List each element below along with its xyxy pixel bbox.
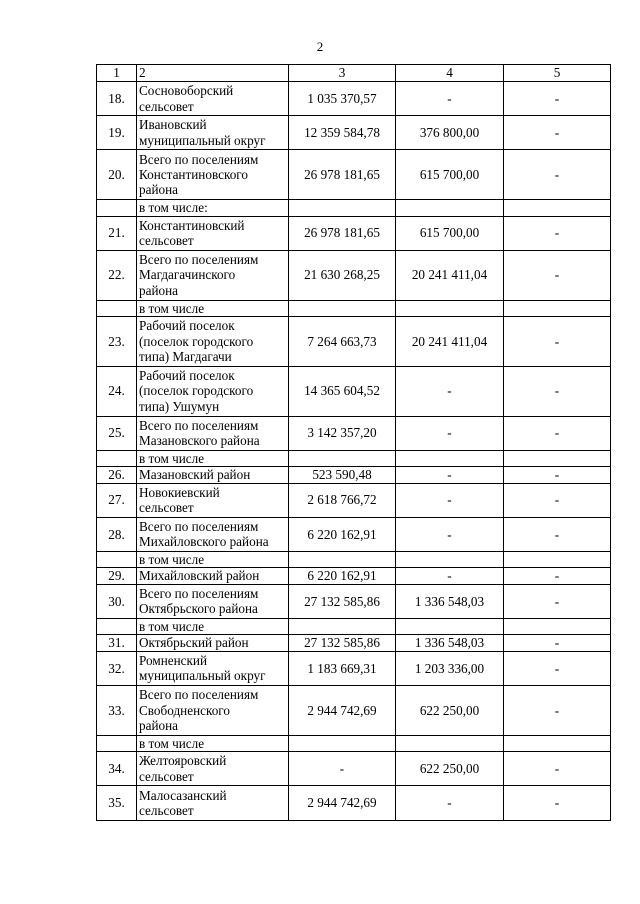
- row-name-line: Мазановский район: [139, 467, 251, 483]
- row-number: [97, 551, 137, 567]
- value-c3: [289, 735, 396, 751]
- row-number: 28.: [97, 517, 137, 551]
- row-name-line: сельсовет: [139, 802, 194, 818]
- row-name: [137, 82, 289, 116]
- value-c5: -: [504, 116, 611, 150]
- table-row: [97, 150, 611, 200]
- value-c3: 1 035 370,57: [289, 82, 396, 116]
- row-name-line: муниципальный округ: [139, 132, 266, 148]
- table-row: [97, 786, 611, 820]
- subheading-row: [97, 735, 611, 751]
- row-name: [137, 467, 289, 483]
- table-row: [97, 366, 611, 416]
- row-name-line: Свободненского: [139, 702, 230, 718]
- value-c4: 20 241 411,04: [396, 316, 504, 366]
- table-row: [97, 316, 611, 366]
- column-header: 1: [97, 65, 137, 82]
- row-name-line: сельсовет: [139, 233, 194, 249]
- column-header: 4: [396, 65, 504, 82]
- row-number: 18.: [97, 82, 137, 116]
- row-number: [97, 450, 137, 466]
- table-row: [97, 483, 611, 517]
- value-c4: [396, 618, 504, 634]
- value-c5: -: [504, 316, 611, 366]
- row-name: [137, 584, 289, 618]
- value-c4: [396, 300, 504, 316]
- value-c5: -: [504, 150, 611, 200]
- row-name-line: Константиновского: [139, 167, 248, 183]
- value-c4: 1 336 548,03: [396, 635, 504, 651]
- value-c4: -: [396, 568, 504, 584]
- row-name-line: Всего по поселениям: [139, 252, 259, 268]
- row-name: [137, 752, 289, 786]
- table-row: [97, 584, 611, 618]
- column-header: 3: [289, 65, 396, 82]
- table-row: [97, 635, 611, 651]
- table-header-row: [97, 65, 611, 82]
- row-name: [137, 300, 289, 316]
- value-c4: 622 250,00: [396, 685, 504, 735]
- row-name: [137, 483, 289, 517]
- row-name-line: Михайловского района: [139, 534, 269, 550]
- value-c3: 12 359 584,78: [289, 116, 396, 150]
- subheading-row: [97, 300, 611, 316]
- value-c5: -: [504, 250, 611, 300]
- row-name-line: Сосновоборский: [139, 83, 234, 99]
- value-c3: 26 978 181,65: [289, 150, 396, 200]
- row-name: [137, 685, 289, 735]
- row-number: 20.: [97, 150, 137, 200]
- value-c5: -: [504, 517, 611, 551]
- row-name: [137, 568, 289, 584]
- row-name-line: Ивановский: [139, 117, 207, 133]
- row-name-line: района: [139, 282, 179, 298]
- table-row: [97, 82, 611, 116]
- value-c3: 2 944 742,69: [289, 685, 396, 735]
- row-number: [97, 300, 137, 316]
- row-number: [97, 618, 137, 634]
- value-c5: -: [504, 467, 611, 483]
- value-c3: 26 978 181,65: [289, 216, 396, 250]
- value-c4: 1 336 548,03: [396, 584, 504, 618]
- row-number: 21.: [97, 216, 137, 250]
- row-name-line: в том числе:: [139, 200, 208, 216]
- value-c5: [504, 300, 611, 316]
- value-c4: [396, 200, 504, 216]
- row-name-line: Всего по поселениям: [139, 518, 259, 534]
- page-number: 2: [316, 39, 324, 54]
- value-c4: [396, 450, 504, 466]
- table-row: [97, 651, 611, 685]
- row-number: 26.: [97, 467, 137, 483]
- table-row: [97, 250, 611, 300]
- table-row: [97, 752, 611, 786]
- value-c3: 14 365 604,52: [289, 366, 396, 416]
- table-row: [97, 216, 611, 250]
- table-row: [97, 116, 611, 150]
- value-c5: [504, 200, 611, 216]
- row-name: [137, 450, 289, 466]
- row-name: [137, 786, 289, 820]
- table-row: [97, 467, 611, 483]
- row-number: 24.: [97, 366, 137, 416]
- value-c4: -: [396, 483, 504, 517]
- row-name-line: района: [139, 182, 179, 198]
- value-c4: -: [396, 517, 504, 551]
- row-name: [137, 216, 289, 250]
- table-row: [97, 568, 611, 584]
- row-name: [137, 735, 289, 751]
- value-c4: 615 700,00: [396, 216, 504, 250]
- subheading-row: [97, 200, 611, 216]
- row-number: [97, 200, 137, 216]
- row-name: [137, 618, 289, 634]
- row-name: [137, 200, 289, 216]
- value-c3: [289, 450, 396, 466]
- value-c3: 27 132 585,86: [289, 584, 396, 618]
- row-name: [137, 416, 289, 450]
- row-name-line: в том числе: [139, 618, 205, 634]
- table-row: [97, 517, 611, 551]
- value-c3: 21 630 268,25: [289, 250, 396, 300]
- value-c3: 6 220 162,91: [289, 568, 396, 584]
- value-c4: 20 241 411,04: [396, 250, 504, 300]
- row-name-line: в том числе: [139, 735, 205, 751]
- row-name-line: Рабочий поселок: [139, 368, 235, 384]
- row-name-line: сельсовет: [139, 500, 194, 516]
- value-c5: -: [504, 685, 611, 735]
- row-name-line: (поселок городского: [139, 383, 254, 399]
- row-name-line: в том числе: [139, 300, 205, 316]
- allocation-table: [96, 64, 611, 821]
- row-name-line: района: [139, 718, 179, 734]
- row-name-line: Октябрьского района: [139, 601, 258, 617]
- row-name-line: типа) Ушумун: [139, 398, 220, 414]
- row-name-line: Константиновский: [139, 217, 245, 233]
- value-c3: 2 944 742,69: [289, 786, 396, 820]
- row-name-line: Михайловский район: [139, 568, 260, 584]
- value-c4: 622 250,00: [396, 752, 504, 786]
- row-name: [137, 150, 289, 200]
- row-name-line: Всего по поселениям: [139, 585, 259, 601]
- row-number: 25.: [97, 416, 137, 450]
- value-c4: -: [396, 366, 504, 416]
- value-c5: -: [504, 416, 611, 450]
- row-name: [137, 366, 289, 416]
- row-name-line: типа) Магдагачи: [139, 349, 232, 365]
- row-name-line: Октябрьский район: [139, 635, 249, 651]
- value-c3: 3 142 357,20: [289, 416, 396, 450]
- value-c4: -: [396, 82, 504, 116]
- row-name-line: сельсовет: [139, 98, 194, 114]
- value-c3: 1 183 669,31: [289, 651, 396, 685]
- row-number: 34.: [97, 752, 137, 786]
- value-c5: [504, 618, 611, 634]
- row-name-line: Ромненский: [139, 652, 208, 668]
- row-name-line: Всего по поселениям: [139, 687, 259, 703]
- value-c5: [504, 551, 611, 567]
- row-number: 29.: [97, 568, 137, 584]
- row-name: [137, 517, 289, 551]
- row-name-line: Магдагачинского: [139, 267, 236, 283]
- value-c3: [289, 551, 396, 567]
- value-c4: 376 800,00: [396, 116, 504, 150]
- row-name: [137, 651, 289, 685]
- value-c5: -: [504, 483, 611, 517]
- value-c3: [289, 618, 396, 634]
- row-name: [137, 250, 289, 300]
- row-number: 33.: [97, 685, 137, 735]
- row-name: [137, 635, 289, 651]
- value-c4: -: [396, 467, 504, 483]
- row-name: [137, 316, 289, 366]
- row-name-line: Рабочий поселок: [139, 318, 235, 334]
- row-name-line: сельсовет: [139, 768, 194, 784]
- row-number: 35.: [97, 786, 137, 820]
- column-header: 5: [504, 65, 611, 82]
- row-name-line: Всего по поселениям: [139, 151, 259, 167]
- table-row: [97, 416, 611, 450]
- row-name-line: муниципальный округ: [139, 668, 266, 684]
- value-c5: -: [504, 752, 611, 786]
- row-name-line: Всего по поселениям: [139, 417, 259, 433]
- value-c5: -: [504, 635, 611, 651]
- row-name-line: Новокиевский: [139, 484, 220, 500]
- row-number: 22.: [97, 250, 137, 300]
- value-c5: -: [504, 584, 611, 618]
- value-c5: -: [504, 786, 611, 820]
- row-name: [137, 551, 289, 567]
- value-c4: 1 203 336,00: [396, 651, 504, 685]
- column-header: 2: [137, 65, 289, 82]
- value-c5: -: [504, 366, 611, 416]
- value-c4: [396, 551, 504, 567]
- row-number: 31.: [97, 635, 137, 651]
- row-number: 19.: [97, 116, 137, 150]
- row-name-line: Малосазанский: [139, 787, 227, 803]
- value-c4: -: [396, 416, 504, 450]
- row-number: 23.: [97, 316, 137, 366]
- value-c3: 27 132 585,86: [289, 635, 396, 651]
- subheading-row: [97, 450, 611, 466]
- table-row: [97, 685, 611, 735]
- row-name-line: в том числе: [139, 551, 205, 567]
- value-c5: -: [504, 82, 611, 116]
- value-c3: 523 590,48: [289, 467, 396, 483]
- value-c3: 2 618 766,72: [289, 483, 396, 517]
- row-name-line: в том числе: [139, 450, 205, 466]
- row-name-line: (поселок городского: [139, 333, 254, 349]
- value-c3: 6 220 162,91: [289, 517, 396, 551]
- row-number: 30.: [97, 584, 137, 618]
- row-name-line: Мазановского района: [139, 433, 260, 449]
- value-c3: -: [289, 752, 396, 786]
- value-c3: [289, 200, 396, 216]
- row-name-line: Желтояровский: [139, 753, 227, 769]
- value-c5: [504, 450, 611, 466]
- subheading-row: [97, 618, 611, 634]
- row-number: 27.: [97, 483, 137, 517]
- value-c3: 7 264 663,73: [289, 316, 396, 366]
- value-c5: [504, 735, 611, 751]
- value-c4: -: [396, 786, 504, 820]
- row-name: [137, 116, 289, 150]
- value-c4: 615 700,00: [396, 150, 504, 200]
- value-c4: [396, 735, 504, 751]
- value-c5: -: [504, 216, 611, 250]
- row-number: 32.: [97, 651, 137, 685]
- row-number: [97, 735, 137, 751]
- value-c3: [289, 300, 396, 316]
- subheading-row: [97, 551, 611, 567]
- value-c5: -: [504, 651, 611, 685]
- value-c5: -: [504, 568, 611, 584]
